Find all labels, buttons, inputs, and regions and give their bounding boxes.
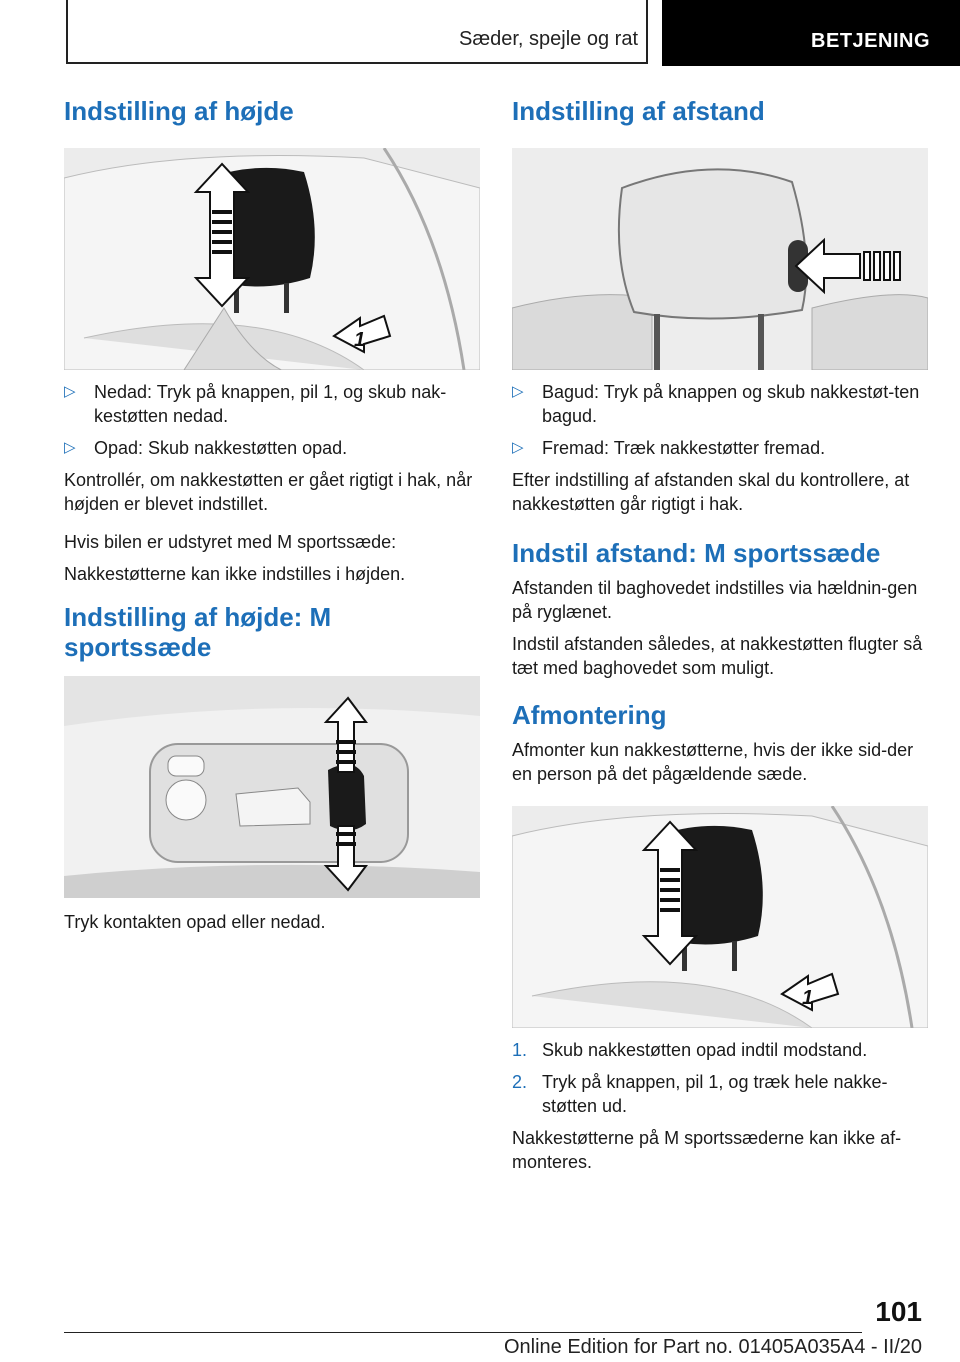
- paragraph: Tryk kontakten opad eller nedad.: [64, 912, 326, 932]
- height-bullets: [64, 380, 480, 460]
- list-item: ▷ Bagud: Tryk på knappen og skub nakkestøt-ten bagud.: [512, 382, 920, 426]
- paragraph: Efter indstilling af afstanden skal du kontrollere, at nakkestøtten går rigtigt i hak.: [512, 470, 910, 514]
- list-item: ▷ Opad: Skub nakkestøtten opad.: [64, 438, 348, 458]
- fig1-callout: 1: [354, 329, 366, 351]
- heading-height-adjust: Indstilling af højde: [64, 96, 294, 126]
- triangle-bullet-icon: ▷: [512, 383, 524, 400]
- paragraph: Afmonter kun nakkestøtterne, hvis der ikke sid-der en person på det pågældende sæde.: [512, 740, 914, 784]
- seat-switch-figure: [64, 676, 480, 898]
- distance-bullets: [512, 380, 928, 460]
- section-title: Sæder, spejle og rat: [459, 28, 638, 50]
- list-item: 1. Skub nakkestøtten opad indtil modstand.: [512, 1040, 868, 1060]
- triangle-bullet-icon: ▷: [64, 383, 76, 400]
- heading-height-m-sport: Indstilling af højde: M sportssæde: [64, 602, 332, 662]
- page-number: 101: [875, 1296, 922, 1327]
- heading-removal: Afmontering: [512, 700, 667, 730]
- list-item: ▷ Nedad: Tryk på knappen, pil 1, og skub nak-kestøtten nedad.: [64, 382, 447, 426]
- paragraph: Hvis bilen er udstyret med M sportssæde:: [64, 532, 397, 552]
- left-column: [64, 96, 480, 934]
- list-item: ▷ Fremad: Træk nakkestøtter fremad.: [512, 438, 826, 458]
- right-column: [512, 96, 928, 1174]
- removal-steps: [512, 1038, 928, 1118]
- fig3-callout: 1: [802, 987, 814, 1009]
- footer-edition: Online Edition for Part no. 01405A035A4 - II/20: [503, 1336, 922, 1358]
- paragraph: Nakkestøtterne på M sportssæderne kan ikke af-monteres.: [512, 1128, 902, 1172]
- paragraph: Indstil afstanden således, at nakkestøtten flugter så tæt med baghovedet som muligt.: [512, 634, 923, 678]
- paragraph: Nakkestøtterne kan ikke indstilles i højden.: [64, 564, 406, 584]
- headrest-removal-figure: [512, 806, 928, 1028]
- headrest-distance-figure: [512, 148, 928, 370]
- paragraph: Kontrollér, om nakkestøtten er gået rigtigt i hak, når højden er blevet indstillet.: [64, 470, 473, 514]
- chapter-tab: BETJENING: [662, 0, 960, 66]
- heading-distance-adjust: Indstilling af afstand: [512, 96, 765, 126]
- triangle-bullet-icon: ▷: [512, 439, 524, 456]
- heading-distance-m-sport: Indstil afstand: M sportssæde: [512, 538, 881, 568]
- triangle-bullet-icon: ▷: [64, 439, 76, 456]
- footer-rule: [64, 1332, 862, 1333]
- paragraph: Afstanden til baghovedet indstilles via hældnin-gen på ryglænet.: [512, 578, 918, 622]
- list-item: 2. Tryk på knappen, pil 1, og træk hele nakke-støtten ud.: [512, 1072, 888, 1116]
- headrest-height-figure: [64, 148, 480, 370]
